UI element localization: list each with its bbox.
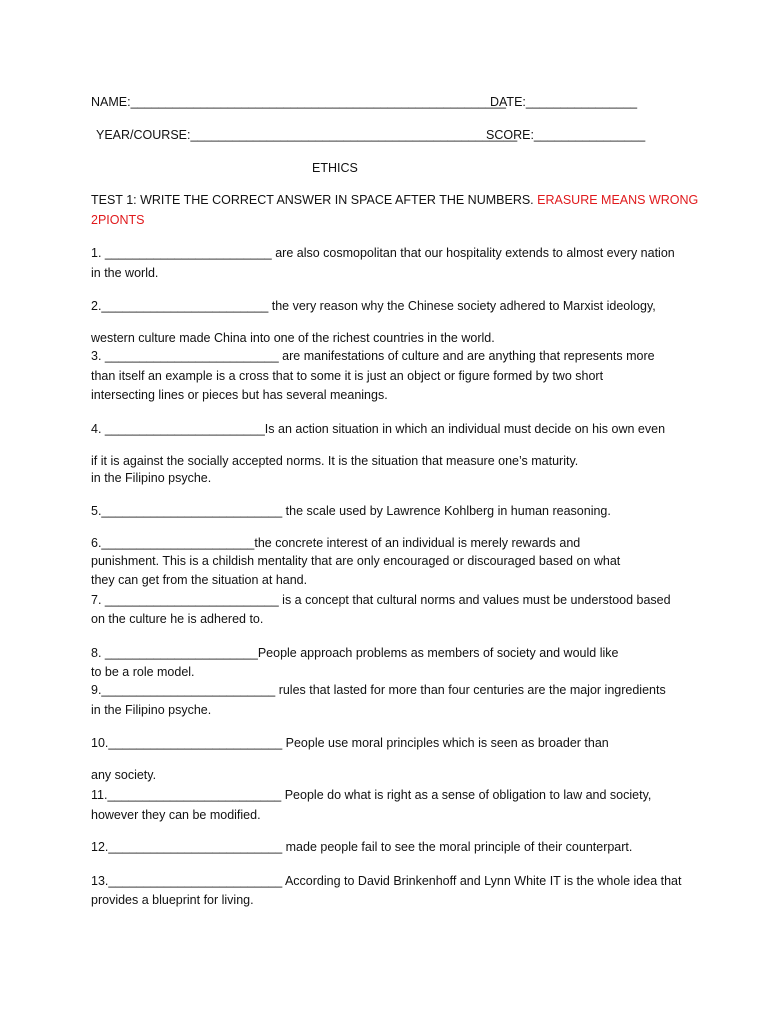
header-date-field: DATE:________________ <box>490 95 638 109</box>
header-yearcourse-field: YEAR/COURSE:_______________________________________________ <box>96 128 518 142</box>
question-2-line-2: western culture made China into one of the richest countries in the world. <box>91 331 495 345</box>
question-1-line-1: 1. ________________________ are also cosmopolitan that our hospitality extends to almost every nation <box>91 246 675 260</box>
subject-title: ETHICS <box>312 161 358 175</box>
header-score-field: SCORE:________________ <box>486 128 646 142</box>
question-10-line-2: any society. <box>91 768 157 782</box>
question-4-line-2: if it is against the socially accepted norms. It is the situation that measure one’s maturity. <box>91 454 579 468</box>
question-4-line-3: in the Filipino psyche. <box>91 471 212 485</box>
question-11-line-1: 11._________________________ People do what is right as a sense of obligation to law and society, <box>91 788 652 802</box>
question-13-line-2: provides a blueprint for living. <box>91 893 254 907</box>
points-warning: 2PIONTS <box>91 213 145 227</box>
question-12-line-1: 12._________________________ made people fail to see the moral principle of their counterpart. <box>91 840 633 854</box>
question-4-line-1: 4. _______________________Is an action situation in which an individual must decide on his own even <box>91 422 666 436</box>
question-2-line-1: 2.________________________ the very reason why the Chinese society adhered to Marxist ideology, <box>91 299 656 313</box>
question-9-line-2: in the Filipino psyche. <box>91 703 212 717</box>
question-3-line-3: intersecting lines or pieces but has several meanings. <box>91 388 388 402</box>
question-11-line-2: however they can be modified. <box>91 808 261 822</box>
question-9-line-1: 9._________________________ rules that lasted for more than four centuries are the major ingredients <box>91 683 666 697</box>
question-3-line-1: 3. _________________________ are manifestations of culture and are anything that represents more <box>91 349 655 363</box>
question-10-line-1: 10._________________________ People use moral principles which is seen as broader than <box>91 736 609 750</box>
question-6-line-3: they can get from the situation at hand. <box>91 573 308 587</box>
question-8-line-2: to be a role model. <box>91 665 195 679</box>
question-6-line-2: punishment. This is a childish mentality that are only encouraged or discouraged based on what <box>91 554 621 568</box>
question-5-line-1: 5.__________________________ the scale used by Lawrence Kohlberg in human reasoning. <box>91 504 611 518</box>
header-name-field: NAME:______________________________________________________ <box>91 95 506 109</box>
question-8-line-1: 8. ______________________People approach problems as members of society and would like <box>91 646 619 660</box>
question-7-line-1: 7. _________________________ is a concept that cultural norms and values must be understood based <box>91 593 671 607</box>
question-7-line-2: on the culture he is adhered to. <box>91 612 264 626</box>
question-3-line-2: than itself an example is a cross that to some it is just an object or figure formed by two short <box>91 369 604 383</box>
erasure-warning: ERASURE MEANS WRONG <box>537 193 699 207</box>
instruction-text: TEST 1: WRITE THE CORRECT ANSWER IN SPACE AFTER THE NUMBERS. <box>91 193 538 207</box>
question-6-line-1: 6.______________________the concrete interest of an individual is merely rewards and <box>91 536 581 550</box>
test-instruction <box>91 192 698 208</box>
question-13-line-1: 13._________________________ According to David Brinkenhoff and Lynn White IT is the whole idea that <box>91 874 682 888</box>
question-1-line-2: in the world. <box>91 266 159 280</box>
